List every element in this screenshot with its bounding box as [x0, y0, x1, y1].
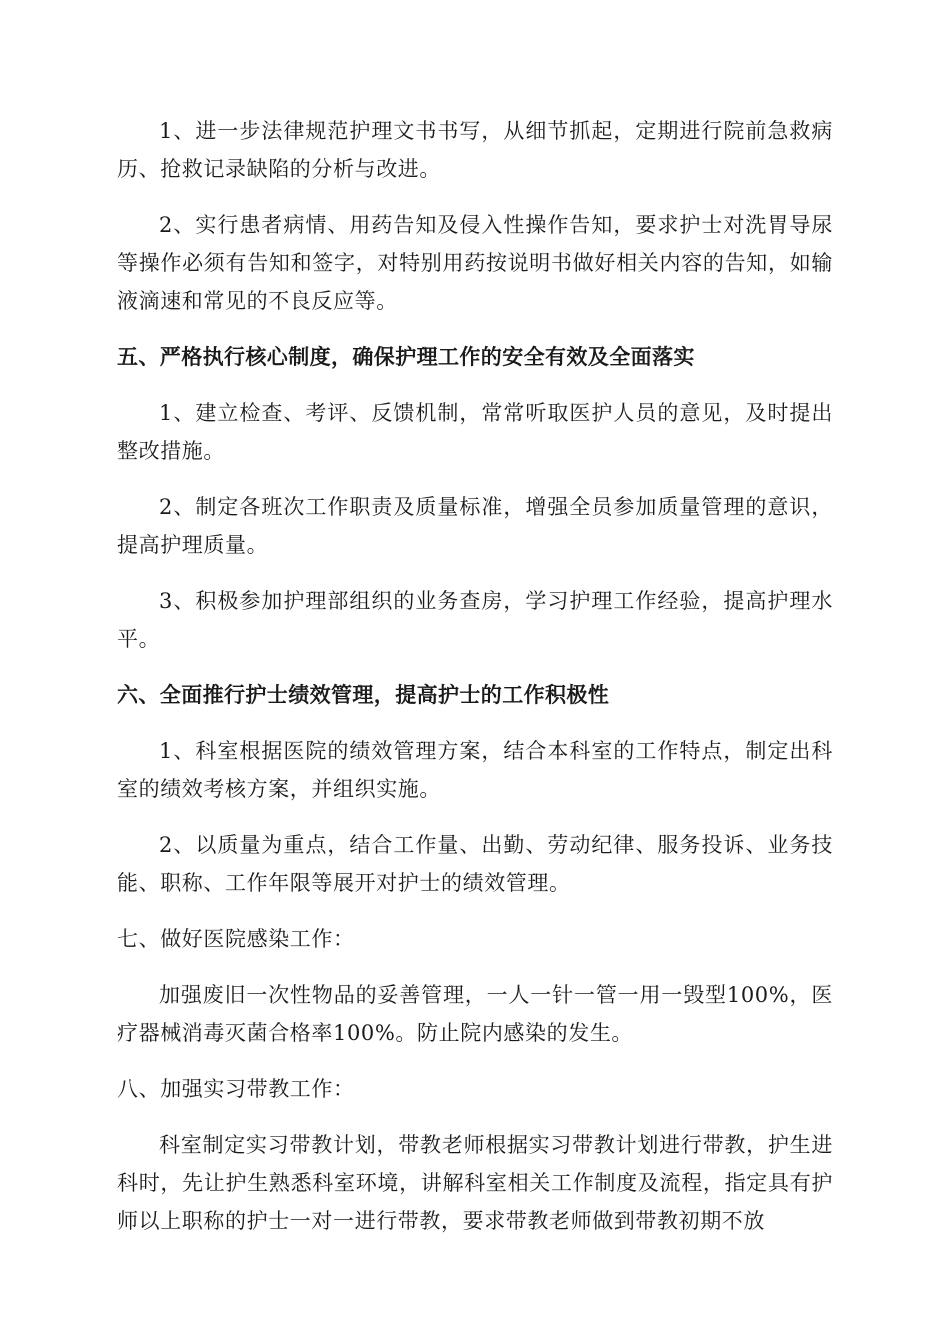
paragraph-quality-focus: 2、以质量为重点，结合工作量、出勤、劳动纪律、服务投诉、业务技能、职称、工作年限等展开对护士的绩效管理。 — [117, 833, 833, 895]
paragraph-record-writing: 1、进一步法律规范护理文书书写，从细节抓起，定期进行院前急救病历、抢救记录缺陷的分析与改进。 — [117, 119, 833, 181]
paragraph-feedback-mechanism: 1、建立检查、考评、反馈机制，常常听取医护人员的意见，及时提出整改措施。 — [117, 401, 833, 463]
document-page — [117, 112, 833, 1258]
paragraph-informed-consent: 2、实行患者病情、用药告知及侵入性操作告知，要求护士对洗胃导尿等操作必须有告知和签字，对特别用药按说明书做好相关内容的告知，如输液滴速和常见的不良反应等。 — [117, 213, 833, 313]
paragraph-internship-teaching: 科室制定实习带教计划，带教老师根据实习带教计划进行带教，护生进科时，先让护生熟悉科室环境，讲解科室相关工作制度及流程，指定具有护师以上职称的护士一对一进行带教，要求带教老师做到带教初期不放 — [117, 1133, 833, 1233]
paragraph-performance-plan: 1、科室根据医院的绩效管理方案，结合本科室的工作特点，制定出科室的绩效考核方案，并组织实施。 — [117, 739, 833, 801]
section-heading-6: 六、全面推行护士绩效管理，提高护士的工作积极性 — [117, 683, 610, 707]
paragraph-job-duties: 2、制定各班次工作职责及质量标准，增强全员参加质量管理的意识，提高护理质量。 — [117, 495, 833, 557]
section-heading-8: 八、加强实习带教工作： — [117, 1077, 355, 1101]
section-heading-7: 七、做好医院感染工作： — [117, 927, 355, 951]
section-heading-5: 五、严格执行核心制度，确保护理工作的安全有效及全面落实 — [117, 345, 695, 369]
paragraph-infection-control: 加强废旧一次性物品的妥善管理，一人一针一管一用一毁型100%，医疗器械消毒灭菌合格率100%。防止院内感染的发生。 — [117, 983, 833, 1045]
paragraph-ward-rounds: 3、积极参加护理部组织的业务查房，学习护理工作经验，提高护理水平。 — [117, 589, 833, 651]
